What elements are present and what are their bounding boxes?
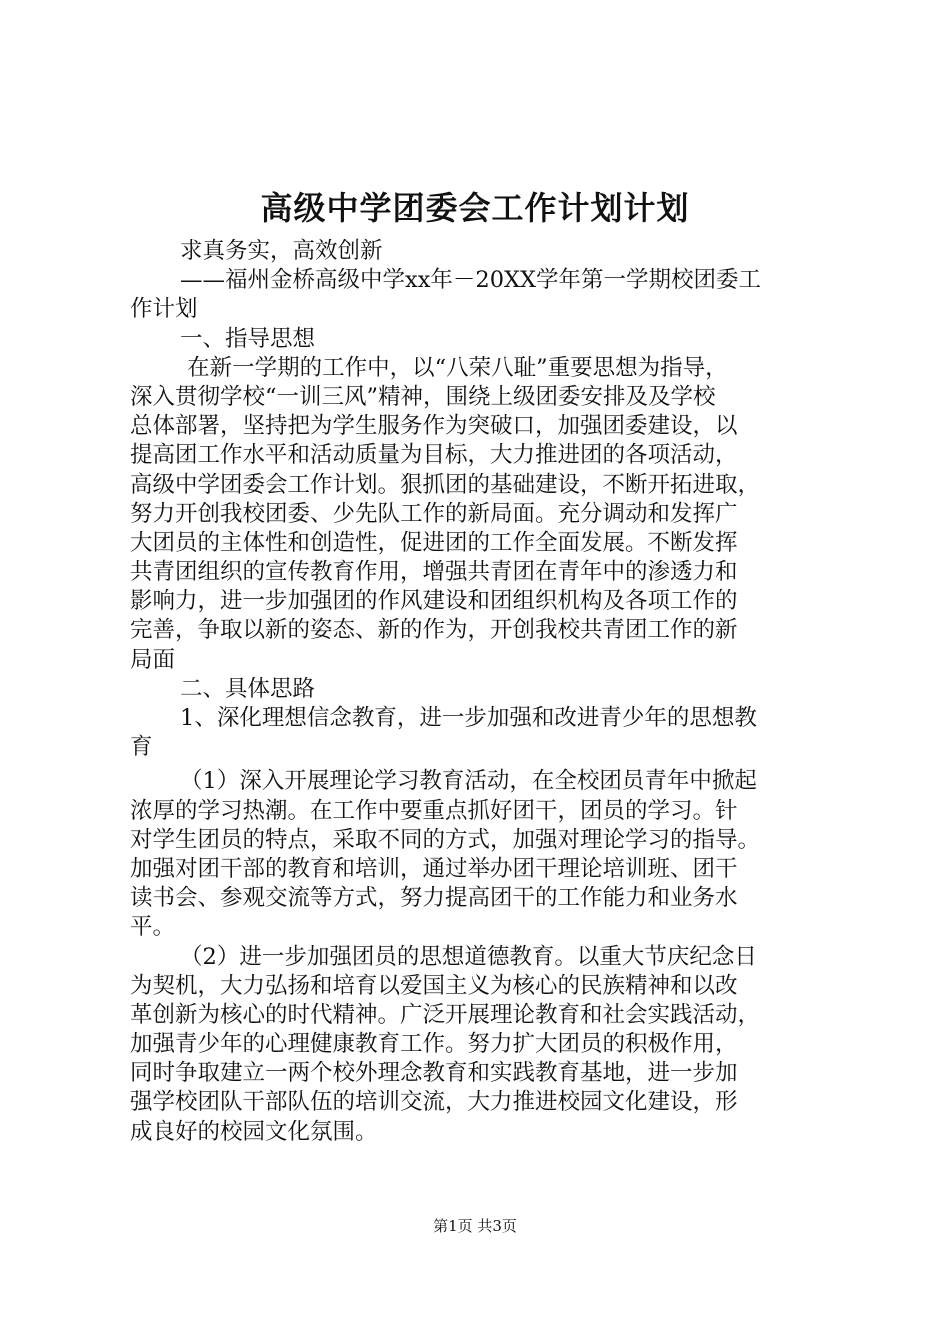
section-heading: 一、指导思想: [180, 325, 316, 352]
text-line: 平。: [130, 914, 176, 941]
text-line: 强学校团队干部队伍的培训交流，大力推进校园文化建设，形: [130, 1089, 738, 1116]
text-line: 局面: [130, 646, 176, 673]
text-line: 深入贯彻学校“一训三风”精神，围绕上级团委安排及及学校: [130, 383, 716, 410]
text-line: 影响力，进一步加强团的作风建设和团组织机构及各项工作的: [130, 588, 738, 615]
text-line: （2）进一步加强团员的思想道德教育。以重大节庆纪念日: [180, 943, 757, 970]
text-line: 在新一学期的工作中，以“八荣八耻”重要思想为指导，: [180, 354, 728, 381]
subsection-heading: 1、深化理想信念教育，进一步加强和改进青少年的思想教: [180, 705, 757, 731]
text-line: 对学生团员的特点，采取不同的方式，加强对理论学习的指导。: [130, 826, 761, 853]
text-line: 浓厚的学习热潮。在工作中要重点抓好团干，团员的学习。针: [130, 797, 738, 824]
text-line: 育: [130, 734, 153, 761]
text-line: 努力开创我校团委、少先队工作的新局面。充分调动和发挥广: [130, 500, 738, 527]
text-line: 同时争取建立一两个校外理念教育和实践教育基地，进一步加: [130, 1060, 738, 1087]
text-line: 为契机，大力弘扬和培育以爱国主义为核心的民族精神和以改: [130, 972, 738, 999]
page-footer: 第1页 共3页: [433, 1217, 517, 1235]
section-heading: 二、具体思路: [180, 675, 316, 702]
text-line: 作计划: [130, 296, 198, 323]
text-line: 加强青少年的心理健康教育工作。努力扩大团员的积极作用，: [130, 1031, 738, 1058]
text-line: 共青团组织的宣传教育作用，增强共青团在青年中的渗透力和: [130, 559, 738, 586]
text-line: 完善，争取以新的姿态、新的作为，开创我校共青团工作的新: [130, 617, 738, 644]
subtitle-line: ——福州金桥高级中学xx年－20XX学年第一学期校团委工: [180, 267, 762, 294]
text-line: 成良好的校园文化氛围。: [130, 1118, 378, 1145]
document-title: 高级中学团委会工作计划计划: [260, 189, 690, 227]
text-line: 大团员的主体性和创造性，促进团的工作全面发展。不断发挥: [130, 529, 738, 556]
text-line: 读书会、参观交流等方式，努力提高团干的工作能力和业务水: [130, 885, 738, 912]
document-body: [130, 237, 830, 1147]
text-line: 提高团工作水平和活动质量为目标，大力推进团的各项活动，: [130, 442, 738, 469]
text-line: 革创新为核心的时代精神。广泛开展理论教育和社会实践活动，: [130, 1001, 761, 1028]
text-line: 总体部署，坚持把为学生服务作为突破口，加强团委建设，以: [130, 413, 738, 440]
text-line: 加强对团干部的教育和培训，通过举办团干理论培训班、团干: [130, 855, 738, 882]
subtitle-line: 求真务实，高效创新: [180, 238, 383, 264]
text-line: （1）深入开展理论学习教育活动，在全校团员青年中掀起: [180, 768, 757, 795]
text-line: 高级中学团委会工作计划。狠抓团的基础建设，不断开拓进取，: [130, 471, 761, 498]
